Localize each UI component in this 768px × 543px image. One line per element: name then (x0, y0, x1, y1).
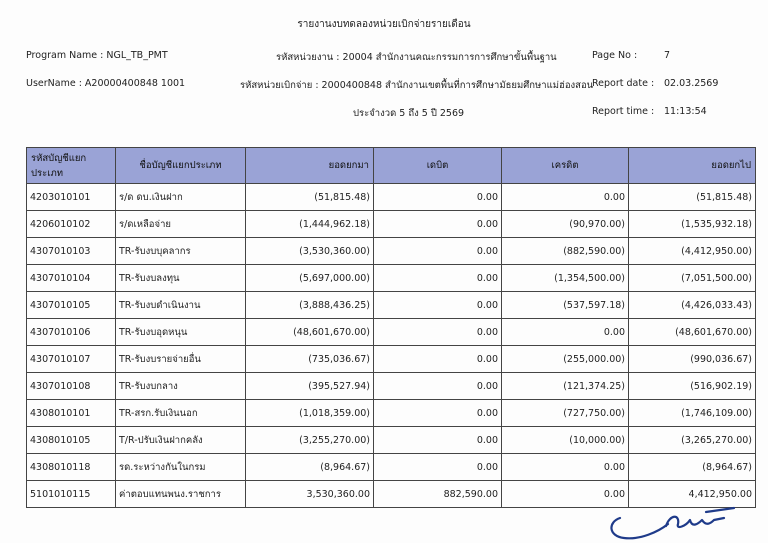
carried-forward-cell: (990,036.67) (629, 346, 756, 373)
brought-forward-cell: (3,888,436.25) (246, 292, 374, 319)
debit-cell: 0.00 (374, 238, 502, 265)
agency-code: รหัสหน่วยงาน : 20004 สำนักงานคณะกรรมการการศึกษาขั้นพื้นฐาน (276, 52, 557, 63)
account-code-cell: 4307010104 (27, 265, 116, 292)
account-code-cell: 4307010108 (27, 373, 116, 400)
account-name-cell: TR-รับงบดำเนินงาน (116, 292, 246, 319)
table-row (27, 265, 756, 292)
col-header-debit: เดบิต (374, 148, 502, 184)
brought-forward-cell: (1,018,359.00) (246, 400, 374, 427)
account-name-cell: ร/ด ดบ.เงินฝาก (116, 184, 246, 211)
credit-cell: (537,597.18) (502, 292, 629, 319)
carried-forward-cell: (4,426,033.43) (629, 292, 756, 319)
debit-cell: 0.00 (374, 427, 502, 454)
debit-cell: 0.00 (374, 346, 502, 373)
account-name-cell: TR-รับงบอุดหนุน (116, 319, 246, 346)
debit-cell: 0.00 (374, 400, 502, 427)
carried-forward-cell: (3,265,270.00) (629, 427, 756, 454)
brought-forward-cell: (3,255,270.00) (246, 427, 374, 454)
brought-forward-cell: (395,527.94) (246, 373, 374, 400)
signature (606, 496, 746, 541)
brought-forward-cell: (735,036.67) (246, 346, 374, 373)
table-row (27, 427, 756, 454)
account-name-cell: TR-รับงบกลาง (116, 373, 246, 400)
credit-cell: (121,374.25) (502, 373, 629, 400)
carried-forward-cell: (1,535,932.18) (629, 211, 756, 238)
disbursing-unit: รหัสหน่วยเบิกจ่าย : 2000400848 สำนักงานเขตพื้นที่การศึกษามัธยมศึกษาแม่ฮ่องสอน (240, 80, 594, 91)
account-code-cell: 4307010103 (27, 238, 116, 265)
report-time-value: 11:13:54 (664, 106, 707, 117)
account-code-cell: 4307010106 (27, 319, 116, 346)
table-row (27, 319, 756, 346)
debit-cell: 0.00 (374, 265, 502, 292)
brought-forward-cell: (48,601,670.00) (246, 319, 374, 346)
page-number-value: 7 (664, 50, 671, 61)
carried-forward-cell: (51,815.48) (629, 184, 756, 211)
credit-cell: 0.00 (502, 319, 629, 346)
debit-cell: 0.00 (374, 373, 502, 400)
account-code-cell: 4308010118 (27, 454, 116, 481)
col-header-brought-forward: ยอดยกมา (246, 148, 374, 184)
credit-cell: (90,970.00) (502, 211, 629, 238)
account-code-cell: 5101010115 (27, 481, 116, 508)
account-code-cell: 4308010101 (27, 400, 116, 427)
carried-forward-cell: (7,051,500.00) (629, 265, 756, 292)
account-name-cell: TR-สรก.รับเงินนอก (116, 400, 246, 427)
table-row (27, 400, 756, 427)
account-name-cell: TR-รับงบรายจ่ายอื่น (116, 346, 246, 373)
credit-cell: (255,000.00) (502, 346, 629, 373)
table-row (27, 346, 756, 373)
account-code-cell: 4308010105 (27, 427, 116, 454)
col-header-credit: เครดิต (502, 148, 629, 184)
carried-forward-cell: (8,964.67) (629, 454, 756, 481)
brought-forward-cell: (8,964.67) (246, 454, 374, 481)
account-code-cell: 4307010107 (27, 346, 116, 373)
report-time-label: Report time : (592, 106, 655, 117)
table-row (27, 373, 756, 400)
report-date-value: 02.03.2569 (664, 78, 719, 89)
account-code-cell: 4206010102 (27, 211, 116, 238)
table-row (27, 211, 756, 238)
brought-forward-cell: (1,444,962.18) (246, 211, 374, 238)
trial-balance-table (26, 147, 756, 508)
table-header-row (27, 148, 756, 184)
brought-forward-cell: (5,697,000.00) (246, 265, 374, 292)
debit-cell: 0.00 (374, 184, 502, 211)
account-code-cell: 4307010105 (27, 292, 116, 319)
program-name: Program Name : NGL_TB_PMT (26, 50, 168, 61)
debit-cell: 0.00 (374, 454, 502, 481)
credit-cell: (1,354,500.00) (502, 265, 629, 292)
credit-cell: 0.00 (502, 184, 629, 211)
credit-cell: (10,000.00) (502, 427, 629, 454)
col-header-account-code: รหัสบัญชีแยกประเภท (27, 148, 116, 184)
account-code-cell: 4203010101 (27, 184, 116, 211)
report-date-label: Report date : (592, 78, 655, 89)
account-name-cell: ร/ดเหลือจ่าย (116, 211, 246, 238)
table-row (27, 238, 756, 265)
carried-forward-cell: 4,412,950.00 (629, 481, 756, 508)
report-title: รายงานงบทดลองหน่วยเบิกจ่ายรายเดือน (297, 19, 471, 30)
table-row (27, 184, 756, 211)
credit-cell: (882,590.00) (502, 238, 629, 265)
page-number-label: Page No : (592, 50, 638, 61)
account-name-cell: TR-รับงบลงทุน (116, 265, 246, 292)
credit-cell: (727,750.00) (502, 400, 629, 427)
carried-forward-cell: (48,601,670.00) (629, 319, 756, 346)
carried-forward-cell: (516,902.19) (629, 373, 756, 400)
table-row (27, 292, 756, 319)
username: UserName : A20000400848 1001 (26, 78, 186, 89)
table-row (27, 454, 756, 481)
account-name-cell: TR-รับงบบุคลากร (116, 238, 246, 265)
credit-cell: 0.00 (502, 454, 629, 481)
col-header-account-name: ชื่อบัญชีแยกประเภท (116, 148, 246, 184)
account-name-cell: T/R-ปรับเงินฝากคลัง (116, 427, 246, 454)
carried-forward-cell: (4,412,950.00) (629, 238, 756, 265)
account-name-cell: ค่าตอบแทนพนง.ราชการ (116, 481, 246, 508)
report-period: ประจำงวด 5 ถึง 5 ปี 2569 (353, 108, 465, 119)
debit-cell: 0.00 (374, 319, 502, 346)
brought-forward-cell: (3,530,360.00) (246, 238, 374, 265)
brought-forward-cell: 3,530,360.00 (246, 481, 374, 508)
credit-cell: 0.00 (502, 481, 629, 508)
account-name-cell: รด.ระหว่างกันในกรม (116, 454, 246, 481)
debit-cell: 0.00 (374, 211, 502, 238)
carried-forward-cell: (1,746,109.00) (629, 400, 756, 427)
col-header-carried-forward: ยอดยกไป (629, 148, 756, 184)
debit-cell: 882,590.00 (374, 481, 502, 508)
brought-forward-cell: (51,815.48) (246, 184, 374, 211)
debit-cell: 0.00 (374, 292, 502, 319)
